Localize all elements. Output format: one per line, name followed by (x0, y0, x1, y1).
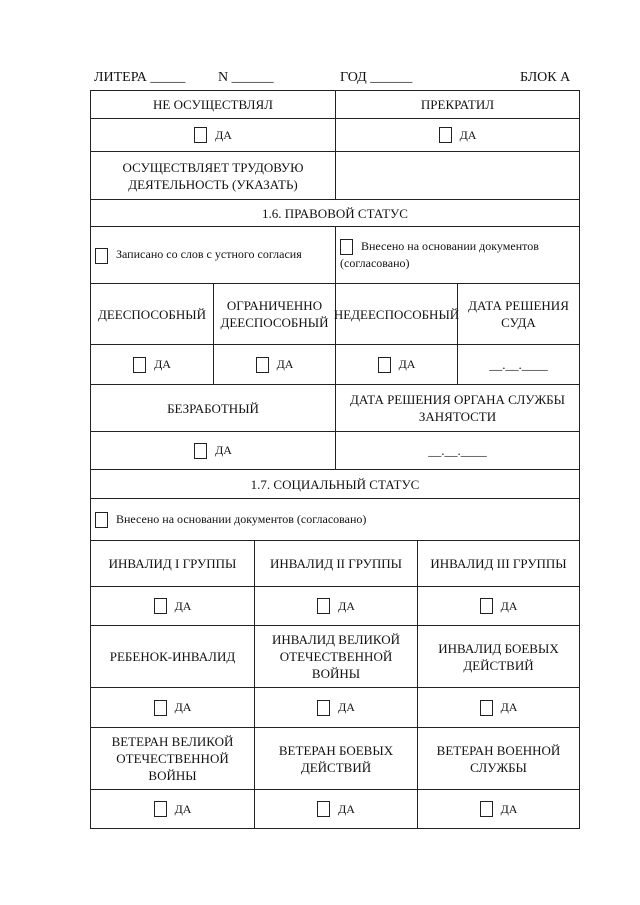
social-checks-row-2 (91, 687, 579, 727)
status-check[interactable]: ДА (154, 598, 192, 615)
status-check[interactable]: ДА (317, 598, 355, 615)
labor-header-row (91, 90, 579, 118)
capable-label: ДЕЕСПОСОБНЫЙ (98, 306, 206, 322)
status-label: ИНВАЛИД ВЕЛИКОЙ ОТЕЧЕСТВЕННОЙ ВОЙНЫ (254, 626, 417, 687)
checkbox-icon[interactable] (439, 127, 452, 143)
stopped-label: ПРЕКРАТИЛ (335, 91, 579, 118)
legal-checks-row (91, 344, 579, 384)
status-check[interactable]: ДА (480, 801, 518, 818)
form-header (90, 60, 580, 90)
unemployed-row (91, 384, 579, 431)
stopped-check[interactable]: ДА (439, 127, 477, 144)
checkbox-icon[interactable] (378, 357, 391, 373)
unemployed-checks-row (91, 431, 579, 469)
labor-doing-row (91, 151, 579, 199)
status-label: ИНВАЛИД БОЕВЫХ ДЕЙСТВИЙ (417, 626, 579, 687)
employment-date-label: ДАТА РЕШЕНИЯ ОРГАНА СЛУЖБЫ ЗАНЯТОСТИ (335, 385, 579, 431)
block-label: БЛОК А (520, 70, 571, 85)
unemployed-check[interactable]: ДА (194, 442, 232, 459)
status-label: ИНВАЛИД I ГРУППЫ (108, 556, 237, 571)
litera-field[interactable]: ЛИТЕРА _____ (94, 70, 186, 85)
employment-date-field[interactable]: __.__.____ (428, 443, 487, 458)
limited-label: ОГРАНИЧЕННО ДЕЕСПОСОБНЫЙ (213, 284, 335, 344)
not-doing-check[interactable]: ДА (194, 127, 232, 144)
checkbox-icon[interactable] (340, 239, 353, 255)
checkbox-icon[interactable] (480, 801, 493, 817)
checkbox-icon[interactable] (95, 512, 108, 528)
social-docs-label: Внесено на основании документов (согласовано) (116, 511, 367, 526)
legal-title: 1.6. ПРАВОВОЙ СТАТУС (262, 205, 408, 221)
checkbox-icon[interactable] (194, 443, 207, 459)
checkbox-icon[interactable] (154, 598, 167, 614)
checkbox-icon[interactable] (480, 598, 493, 614)
social-title-row (91, 469, 579, 498)
oral-label: Записано со слов с устного согласия (116, 247, 302, 262)
status-label: ИНВАЛИД III ГРУППЫ (417, 541, 579, 586)
legal-source-row (91, 226, 579, 283)
capable-check[interactable]: ДА (133, 356, 171, 373)
incapable-label: НЕДЕЕСПОСОБНЫЙ (335, 284, 457, 344)
not-doing-label: НЕ ОСУЩЕСТВЛЯЛ (153, 97, 273, 112)
status-check[interactable]: ДА (480, 598, 518, 615)
checkbox-icon[interactable] (317, 801, 330, 817)
social-labels-row-1 (91, 540, 579, 586)
labor-checks-row (91, 118, 579, 151)
court-date-field[interactable]: __.__.____ (489, 357, 548, 372)
social-docs-row (91, 498, 579, 540)
checkbox-icon[interactable] (133, 357, 146, 373)
checkbox-icon[interactable] (95, 248, 108, 264)
status-check[interactable]: ДА (480, 699, 518, 716)
doing-input[interactable] (335, 152, 579, 199)
checkbox-icon[interactable] (317, 700, 330, 716)
unemployed-label: БЕЗРАБОТНЫЙ (167, 400, 259, 416)
status-label: ИНВАЛИД II ГРУППЫ (254, 541, 417, 586)
status-check[interactable]: ДА (317, 699, 355, 716)
status-check[interactable]: ДА (154, 801, 192, 818)
status-label: ВЕТЕРАН БОЕВЫХ ДЕЙСТВИЙ (254, 728, 417, 789)
social-checks-row-3 (91, 789, 579, 829)
year-field[interactable]: ГОД ______ (340, 70, 413, 85)
status-label: РЕБЕНОК-ИНВАЛИД (109, 649, 236, 664)
legal-status-row (91, 283, 579, 344)
checkbox-icon[interactable] (194, 127, 207, 143)
form-table (90, 90, 580, 829)
docs-label: Внесено на основании документов (согласовано) (340, 238, 539, 271)
checkbox-icon[interactable] (480, 700, 493, 716)
status-check[interactable]: ДА (317, 801, 355, 818)
social-labels-row-2 (91, 625, 579, 687)
limited-check[interactable]: ДА (256, 356, 294, 373)
social-checks-row-1 (91, 586, 579, 625)
doing-label: ОСУЩЕСТВЛЯЕТ ТРУДОВУЮ ДЕЯТЕЛЬНОСТЬ (УКАЗАТЬ) (122, 159, 304, 192)
form-page (90, 60, 580, 829)
legal-title-row (91, 199, 579, 226)
checkbox-icon[interactable] (154, 700, 167, 716)
social-labels-row-3 (91, 727, 579, 789)
incapable-check[interactable]: ДА (378, 356, 416, 373)
checkbox-icon[interactable] (154, 801, 167, 817)
status-label: ВЕТЕРАН ВЕЛИКОЙ ОТЕЧЕСТВЕННОЙ ВОЙНЫ (111, 734, 234, 783)
checkbox-icon[interactable] (256, 357, 269, 373)
number-field[interactable]: N ______ (218, 70, 274, 85)
court-date-label: ДАТА РЕШЕНИЯ СУДА (457, 284, 579, 344)
social-title: 1.7. СОЦИАЛЬНЫЙ СТАТУС (250, 476, 420, 492)
status-label: ВЕТЕРАН ВОЕННОЙ СЛУЖБЫ (417, 728, 579, 789)
checkbox-icon[interactable] (317, 598, 330, 614)
status-check[interactable]: ДА (154, 699, 192, 716)
